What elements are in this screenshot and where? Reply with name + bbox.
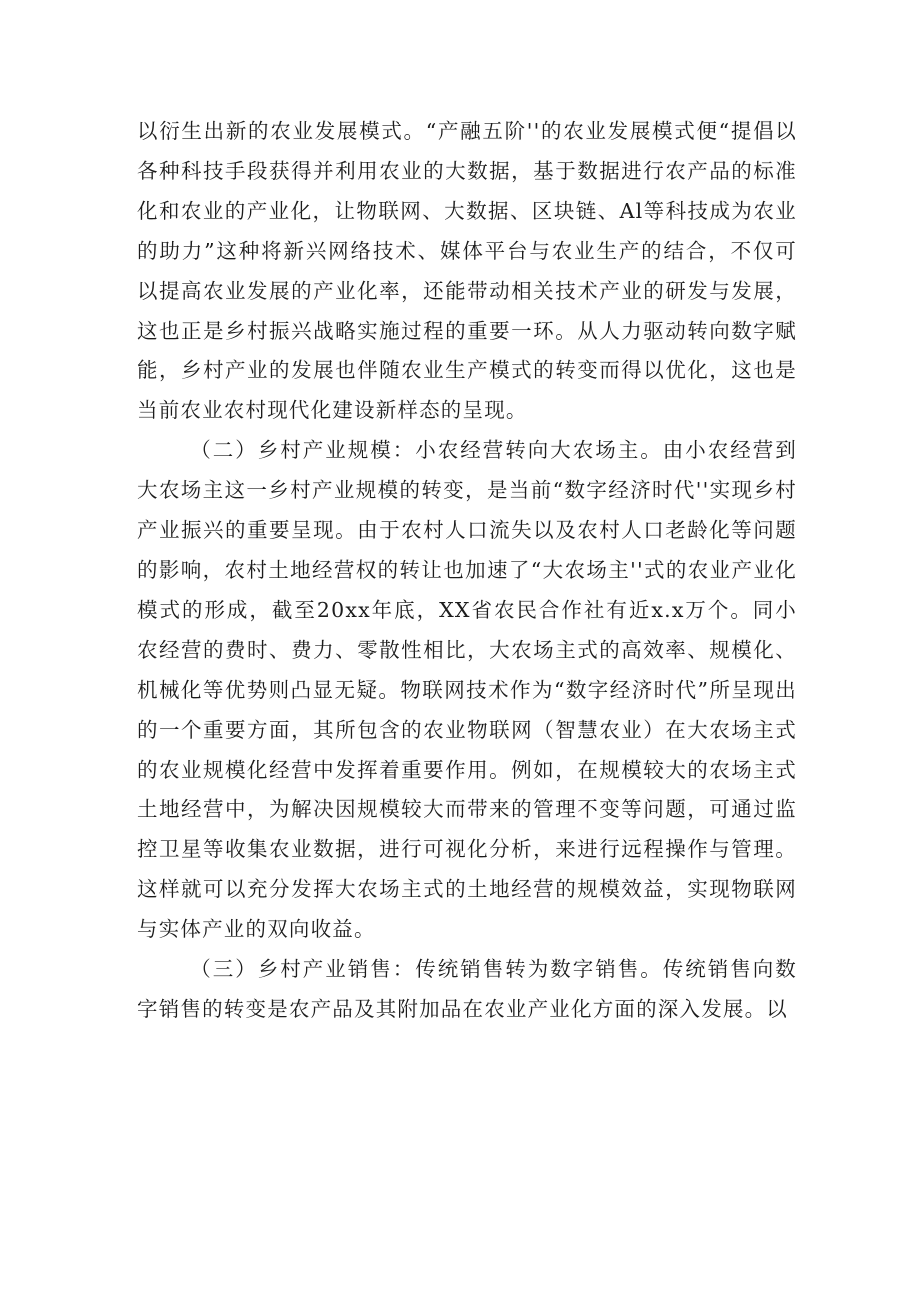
document-body [137,112,797,1030]
paragraph-rural-industry-scale: （二）乡村产业规模：小农经营转向大农场主。由小农经营到大农场主这一乡村产业规模的转变，是当前“数字经济时代''实现乡村产业振兴的重要呈现。由于农村人口流失以及农村人口老龄化等问题的影响，农村土地经营权的转让也加速了“大农场主''式的农业产业化模式的形成，截至20xx年底，XX省农民合作社有近x.x万个。同小农经营的费时、费力、零散性相比，大农场主式的高效率、规模化、机械化等优势则凸显无疑。物联网技术作为“数字经济时代”所呈现出的一个重要方面，其所包含的农业物联网（智慧农业）在大农场主式的农业规模化经营中发挥着重要作用。例如，在规模较大的农场主式土地经营中，为解决因规模较大而带来的管理不变等问题，可通过监控卫星等收集农业数据，进行可视化分析，来进行远程操作与管理。这样就可以充分发挥大农场主式的土地经营的规模效益，实现物联网与实体产业的双向收益。 [137,438,797,942]
paragraph-digital-agriculture-model: 以衍生出新的农业发展模式。“产融五阶''的农业发展模式便“提倡以各种科技手段获得并利用农业的大数据，基于数据进行农产品的标准化和农业的产业化，让物联网、大数据、区块链、Al等科技成为农业的助力”这种将新兴网络技术、媒体平台与农业生产的结合，不仅可以提高农业发展的产业化率，还能带动相关技术产业的研发与发展，这也正是乡村振兴战略实施过程的重要一环。从人力驱动转向数字赋能，乡村产业的发展也伴随农业生产模式的转变而得以优化，这也是当前农业农村现代化建设新样态的呈现。 [137,119,797,423]
paragraph-rural-industry-sales: （三）乡村产业销售：传统销售转为数字销售。传统销售向数字销售的转变是农产品及其附加品在农业产业化方面的深入发展。以 [137,957,797,1021]
